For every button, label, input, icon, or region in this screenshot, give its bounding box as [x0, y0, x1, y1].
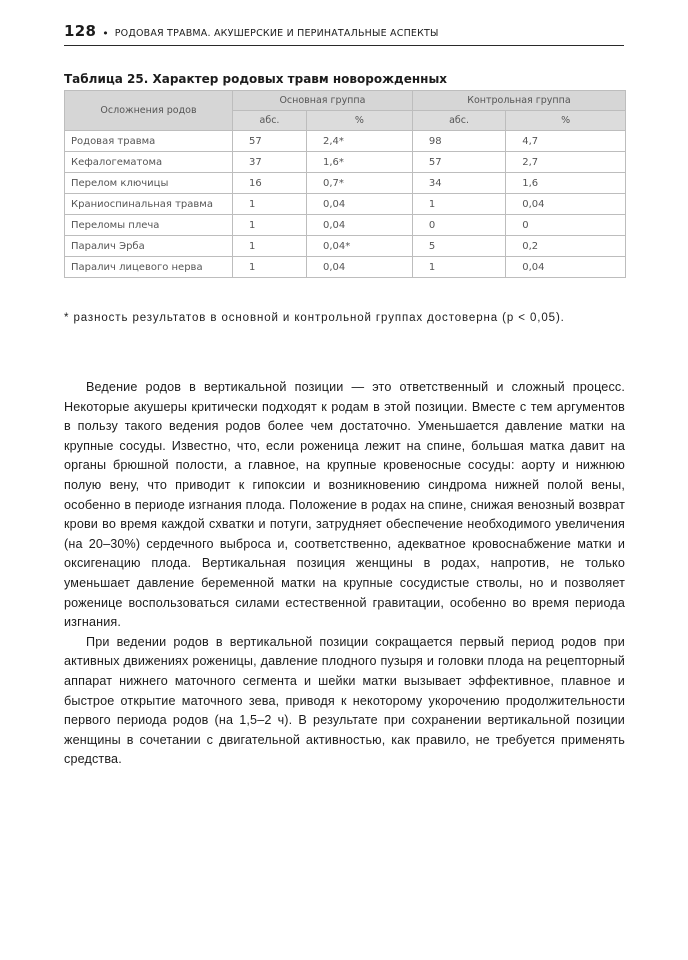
- header-bullet: •: [102, 27, 109, 40]
- table-caption: [64, 72, 447, 86]
- header-main-pct: %: [306, 111, 412, 131]
- cell-control-abs: 1: [412, 194, 505, 215]
- header-main-group: Основная группа: [233, 91, 413, 111]
- cell-control-abs: 98: [412, 131, 505, 152]
- cell-control-pct: 0: [506, 215, 626, 236]
- running-title: РОДОВАЯ ТРАВМА. АКУШЕРСКИЕ И ПЕРИНАТАЛЬНЫЕ АСПЕКТЫ: [114, 28, 439, 39]
- cell-control-abs: 34: [412, 173, 505, 194]
- table-row: [65, 173, 626, 194]
- paragraph: Ведение родов в вертикальной позиции — это ответственный и сложный процесс. Некоторые акушеры критически подходят к родам в этой позиции. Вместе с тем аргументов в пользу такого ведения родов более чем достаточно. Уменьшается давление матки на крупные сосуды. Известно, что, если роженица лежит на спине, большая матка давит на органы брюшной полости, а главное, на крупные кровеносные сосуды: аорту и нижнюю полую вену, что приводит к гипоксии и возникновению синдрома нижней полой вены, особенно в периоде изгнания плода. Положение в родах на спине, снижая венозный возврат крови во время каждой схватки и потуги, затрудняет обеспечение необходимого увеличения (на 20–30%) сердечного выброса и, соответственно, адекватное кровоснабжение матки и оксигенацию плода. Вертикальная позиция женщины в родах, напротив, не только уменьшает давление беременной матки на крупные сосудистые стволы, но и позволяет роженице воспользоваться силами естественной гравитации, особенно во время периода изгнания.: [64, 380, 625, 630]
- cell-main-abs: 16: [233, 173, 307, 194]
- cell-main-pct: 0,7*: [306, 173, 412, 194]
- header-control-pct: %: [506, 111, 626, 131]
- birth-trauma-table: [64, 90, 626, 278]
- page-number: 128: [64, 22, 97, 40]
- cell-control-pct: 1,6: [506, 173, 626, 194]
- table-row: [65, 152, 626, 173]
- table-label: Таблица 25.: [64, 72, 149, 86]
- cell-main-pct: 0,04: [306, 257, 412, 278]
- cell-main-abs: 1: [233, 215, 307, 236]
- cell-main-abs: 1: [233, 257, 307, 278]
- table-row: [65, 194, 626, 215]
- cell-control-abs: 57: [412, 152, 505, 173]
- table-row: [65, 215, 626, 236]
- cell-main-abs: 37: [233, 152, 307, 173]
- table-title: Характер родовых травм новорожденных: [152, 72, 448, 86]
- cell-control-pct: 4,7: [506, 131, 626, 152]
- cell-basis: Родовая травма: [65, 131, 233, 152]
- table-row: [65, 257, 626, 278]
- table-row: [65, 131, 626, 152]
- header-main-abs: абс.: [233, 111, 307, 131]
- cell-basis: Переломы плеча: [65, 215, 233, 236]
- cell-main-pct: 0,04*: [306, 236, 412, 257]
- cell-main-pct: 0,04: [306, 194, 412, 215]
- cell-main-abs: 57: [233, 131, 307, 152]
- cell-basis: Перелом ключицы: [65, 173, 233, 194]
- cell-main-pct: 0,04: [306, 215, 412, 236]
- header-control-abs: абс.: [412, 111, 505, 131]
- cell-main-pct: 1,6*: [306, 152, 412, 173]
- cell-basis: Кефалогематома: [65, 152, 233, 173]
- header-control-group: Контрольная группа: [412, 91, 625, 111]
- cell-control-abs: 1: [412, 257, 505, 278]
- cell-control-pct: 0,2: [506, 236, 626, 257]
- cell-control-pct: 0,04: [506, 194, 626, 215]
- running-header: [64, 18, 624, 46]
- cell-control-abs: 5: [412, 236, 505, 257]
- cell-basis: Паралич лицевого нерва: [65, 257, 233, 278]
- cell-main-pct: 2,4*: [306, 131, 412, 152]
- body-text: [64, 378, 625, 770]
- paragraph: При ведении родов в вертикальной позиции сокращается первый период родов при активных движениях роженицы, давление плодного пузыря и головки плода на рецепторный аппарат нижнего маточного сегмента и шейки матки вызывает эффективное, плавное и быстрое открытие маточного зева, приводя к некоторому укорочению продолжительности первого периода родов (на 1,5–2 ч). В результате при сохранении вертикальной позиции женщины в сочетании с двигательной активностью, как правило, не требуется применять средства.: [64, 634, 625, 767]
- cell-basis: Краниоспинальная травма: [65, 194, 233, 215]
- table-body: [65, 131, 626, 278]
- table-footnote: * разность результатов в основной и контрольной группах достоверна (p < 0,05).: [64, 312, 565, 324]
- cell-control-abs: 0: [412, 215, 505, 236]
- cell-control-pct: 0,04: [506, 257, 626, 278]
- cell-control-pct: 2,7: [506, 152, 626, 173]
- cell-main-abs: 1: [233, 236, 307, 257]
- cell-basis: Паралич Эрба: [65, 236, 233, 257]
- table-row: [65, 236, 626, 257]
- cell-main-abs: 1: [233, 194, 307, 215]
- header-basis: Осложнения родов: [65, 91, 233, 131]
